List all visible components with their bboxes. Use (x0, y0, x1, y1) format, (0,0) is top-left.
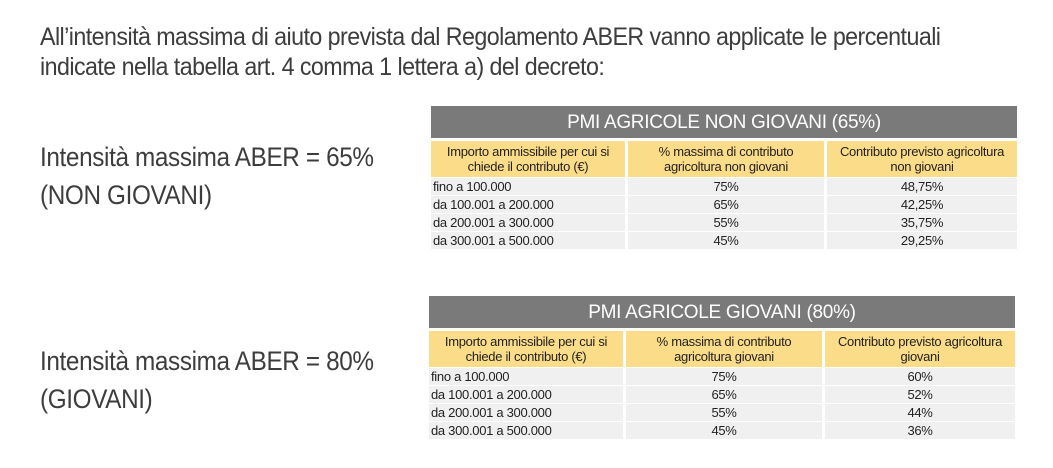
intro-line-1: All’intensità massima di aiuto prevista dal Regolamento ABER vanno applicate le percentuali (40, 23, 941, 51)
cell-contributo: 44% (825, 404, 1015, 421)
table-title: PMI AGRICOLE NON GIOVANI (65%) (431, 106, 1017, 138)
intro-paragraph (40, 22, 975, 82)
header-importo: Importo ammissibile per cui si chiede il contributo (€) (429, 331, 623, 367)
table-header-row (431, 141, 1017, 177)
header-percentuale: % massima di contributo agricoltura giovani (626, 331, 822, 367)
table-header-row (429, 331, 1015, 367)
header-percentuale: % massima di contributo agricoltura non giovani (628, 141, 824, 177)
cell-percentuale: 55% (626, 404, 822, 421)
cell-importo: da 300.001 a 500.000 (429, 422, 623, 439)
cell-contributo: 36% (825, 422, 1015, 439)
table-row (431, 214, 1017, 231)
cell-contributo: 60% (825, 368, 1015, 385)
intensity-label-giovani (40, 342, 374, 418)
table-row (429, 386, 1015, 403)
cell-importo: da 200.001 a 300.000 (431, 214, 625, 231)
table-row (429, 404, 1015, 421)
cell-percentuale: 65% (626, 386, 822, 403)
header-contributo: Contributo previsto agricoltura non giovani (827, 141, 1017, 177)
cell-importo: fino a 100.000 (429, 368, 623, 385)
cell-percentuale: 45% (626, 422, 822, 439)
category-line: (GIOVANI) (40, 384, 153, 414)
cell-importo: da 200.001 a 300.000 (429, 404, 623, 421)
intensity-line: Intensità massima ABER = 80% (40, 346, 374, 376)
header-contributo: Contributo previsto agricoltura giovani (825, 331, 1015, 367)
cell-contributo: 42,25% (827, 196, 1017, 213)
intensity-line: Intensità massima ABER = 65% (40, 142, 374, 172)
cell-importo: fino a 100.000 (431, 178, 625, 195)
cell-importo: da 300.001 a 500.000 (431, 232, 625, 249)
cell-percentuale: 65% (628, 196, 824, 213)
table-row (429, 422, 1015, 439)
cell-contributo: 35,75% (827, 214, 1017, 231)
intro-line-2: indicate nella tabella art. 4 comma 1 lettera a) del decreto: (40, 53, 605, 81)
table-row (431, 178, 1017, 195)
header-importo: Importo ammissibile per cui si chiede il contributo (€) (431, 141, 625, 177)
cell-contributo: 29,25% (827, 232, 1017, 249)
cell-contributo: 52% (825, 386, 1015, 403)
table-title: PMI AGRICOLE GIOVANI (80%) (429, 296, 1015, 328)
table-row (431, 232, 1017, 249)
cell-percentuale: 75% (628, 178, 824, 195)
cell-importo: da 100.001 a 200.000 (431, 196, 625, 213)
table-non-giovani (431, 106, 1017, 249)
cell-percentuale: 45% (628, 232, 824, 249)
cell-percentuale: 75% (626, 368, 822, 385)
table-row (431, 196, 1017, 213)
table-row (429, 368, 1015, 385)
cell-importo: da 100.001 a 200.000 (429, 386, 623, 403)
cell-contributo: 48,75% (827, 178, 1017, 195)
cell-percentuale: 55% (628, 214, 824, 231)
intensity-label-non-giovani (40, 138, 374, 214)
category-line: (NON GIOVANI) (40, 180, 212, 210)
table-giovani (429, 296, 1015, 439)
